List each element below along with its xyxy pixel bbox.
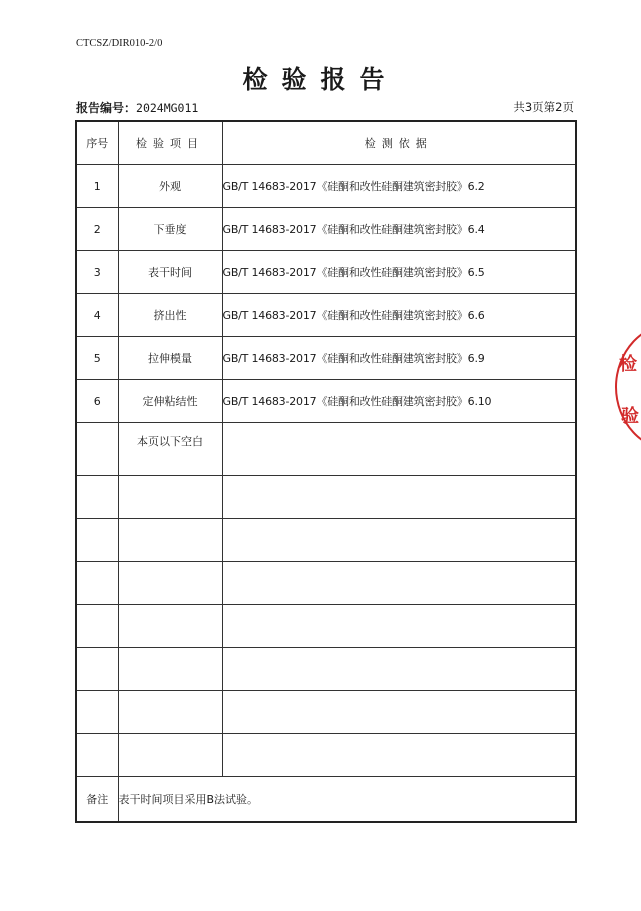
empty-cell [76, 519, 118, 562]
row-basis: GB/T 14683-2017《硅酮和改性硅酮建筑密封胶》6.2 [222, 165, 576, 208]
remark-text: 表干时间项目采用B法试验。 [118, 777, 576, 823]
blank-row [76, 648, 576, 691]
row-no: 4 [76, 294, 118, 337]
header-no: 序号 [76, 121, 118, 165]
page-indicator: 共3页第2页 [513, 100, 574, 114]
remark-label: 备注 [76, 777, 118, 823]
report-number [76, 99, 198, 116]
report-number-value: 2024MG011 [136, 101, 199, 115]
table-header-row [76, 121, 576, 165]
table-row [76, 337, 576, 380]
table-row [76, 165, 576, 208]
row-item: 拉伸模量 [118, 337, 222, 380]
empty-cell [222, 562, 576, 605]
document-title: 检验报告 [242, 65, 399, 94]
header-item: 检验项目 [118, 121, 222, 165]
row-basis: GB/T 14683-2017《硅酮和改性硅酮建筑密封胶》6.10 [222, 380, 576, 423]
row-item: 下垂度 [118, 208, 222, 251]
official-seal [613, 322, 641, 452]
inspection-table [75, 120, 577, 823]
empty-cell [76, 562, 118, 605]
empty-cell [118, 519, 222, 562]
row-no: 3 [76, 251, 118, 294]
blank-row [76, 734, 576, 777]
seal-ring [615, 322, 641, 452]
document-code: CTCSZ/DIR010-2/0 [76, 38, 163, 49]
table-row [76, 294, 576, 337]
row-no: 2 [76, 208, 118, 251]
table-row [76, 380, 576, 423]
empty-cell [222, 476, 576, 519]
end-note: 本页以下空白 [118, 423, 222, 476]
empty-cell [76, 476, 118, 519]
row-basis: GB/T 14683-2017《硅酮和改性硅酮建筑密封胶》6.6 [222, 294, 576, 337]
table-row [76, 208, 576, 251]
empty-cell [76, 734, 118, 777]
empty-cell [222, 423, 576, 476]
blank-row [76, 605, 576, 648]
report-number-label: 报告编号： [76, 101, 137, 115]
row-item: 表干时间 [118, 251, 222, 294]
row-no: 1 [76, 165, 118, 208]
blank-row [76, 562, 576, 605]
table-row-end-note [76, 423, 576, 476]
row-item: 定伸粘结性 [118, 380, 222, 423]
empty-cell [76, 423, 118, 476]
header-basis: 检测依据 [222, 121, 576, 165]
empty-cell [118, 562, 222, 605]
empty-cell [76, 648, 118, 691]
row-item: 外观 [118, 165, 222, 208]
remark-row [76, 777, 576, 823]
row-basis: GB/T 14683-2017《硅酮和改性硅酮建筑密封胶》6.9 [222, 337, 576, 380]
row-item: 挤出性 [118, 294, 222, 337]
blank-row [76, 476, 576, 519]
empty-cell [222, 734, 576, 777]
blank-row [76, 691, 576, 734]
empty-cell [222, 648, 576, 691]
row-basis: GB/T 14683-2017《硅酮和改性硅酮建筑密封胶》6.4 [222, 208, 576, 251]
seal-char: 检 [619, 354, 637, 375]
blank-row [76, 519, 576, 562]
empty-cell [76, 691, 118, 734]
empty-cell [222, 605, 576, 648]
seal-char: 验 [621, 406, 639, 427]
empty-cell [222, 519, 576, 562]
empty-cell [118, 605, 222, 648]
row-no: 5 [76, 337, 118, 380]
table-row [76, 251, 576, 294]
row-no: 6 [76, 380, 118, 423]
empty-cell [76, 605, 118, 648]
empty-cell [222, 691, 576, 734]
empty-cell [118, 648, 222, 691]
empty-cell [118, 734, 222, 777]
empty-cell [118, 691, 222, 734]
empty-cell [118, 476, 222, 519]
row-basis: GB/T 14683-2017《硅酮和改性硅酮建筑密封胶》6.5 [222, 251, 576, 294]
